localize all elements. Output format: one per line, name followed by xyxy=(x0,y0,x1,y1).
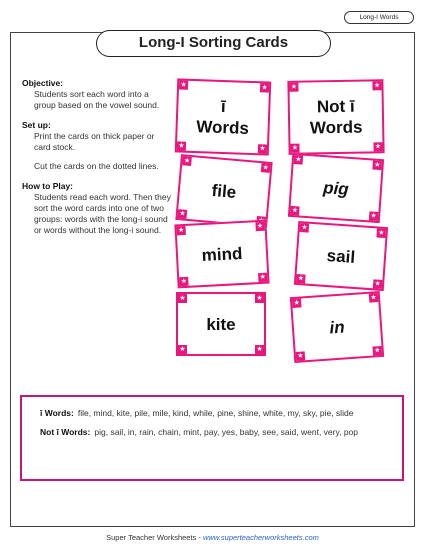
star-icon: ★ xyxy=(377,229,385,237)
star-icon: ★ xyxy=(291,144,299,152)
card-long-i-header xyxy=(175,78,272,155)
star-icon: ★ xyxy=(179,295,186,302)
star-icon: ★ xyxy=(300,224,308,232)
card-word: pig xyxy=(322,177,350,199)
star-icon: ★ xyxy=(297,275,305,283)
star-icon: ★ xyxy=(178,210,186,218)
card-word: file xyxy=(210,180,238,202)
page-title: Long-I Sorting Cards xyxy=(96,30,331,57)
card-file xyxy=(175,154,272,228)
card-word: sail xyxy=(326,245,356,267)
objective-heading: Objective: xyxy=(22,78,64,88)
category-tag: Long-I Words xyxy=(344,11,414,24)
not-long-i-word-list: pig, sail, in, rain, chain, mint, pay, yes, baby, see, said, went, very, pop xyxy=(94,427,359,437)
footer-credit: Super Teacher Worksheets - xyxy=(106,533,203,542)
star-icon: ★ xyxy=(178,142,185,150)
not-long-i-word-row xyxy=(40,427,384,438)
long-i-word-list: file, mind, kite, pile, mile, kind, while, pine, shine, white, my, sky, pie, slide xyxy=(77,408,354,418)
long-i-word-row xyxy=(40,408,384,419)
word-list-box xyxy=(20,395,404,481)
card-in xyxy=(290,291,384,363)
star-icon: ★ xyxy=(256,346,263,353)
setup-text-cut: Cut the cards on the dotted lines. xyxy=(34,161,159,171)
star-icon: ★ xyxy=(183,157,191,165)
not-long-i-label: Not ī Words: xyxy=(40,427,91,437)
card-mind xyxy=(174,220,269,289)
card-header-line2: Words xyxy=(309,117,363,138)
star-icon: ★ xyxy=(373,347,381,355)
star-icon: ★ xyxy=(370,212,378,220)
star-icon: ★ xyxy=(259,145,266,153)
star-icon: ★ xyxy=(256,295,263,302)
star-icon: ★ xyxy=(180,81,187,89)
card-header-line2: Words xyxy=(196,117,250,138)
star-icon: ★ xyxy=(370,294,377,302)
footer xyxy=(0,533,425,542)
star-icon: ★ xyxy=(373,161,381,170)
setup-text-print: Print the cards on thick paper or card stock. xyxy=(34,131,155,152)
star-icon: ★ xyxy=(374,280,382,288)
long-i-label: ī Words: xyxy=(40,408,74,418)
card-not-long-i-header xyxy=(287,79,384,155)
footer-url[interactable]: www.superteacherworksheets.com xyxy=(202,533,319,542)
howto-heading: How to Play: xyxy=(22,181,74,191)
card-word: in xyxy=(328,316,346,338)
star-icon: ★ xyxy=(261,84,268,92)
star-icon: ★ xyxy=(290,83,298,91)
card-kite xyxy=(176,292,266,356)
star-icon: ★ xyxy=(297,352,304,360)
howto-text: Students read each word. Then they sort the word cards into one of two groups: words with the long-i sound or words without the long-i sound. xyxy=(34,192,171,235)
objective-text: Students sort each word into a group based on the vowel sound. xyxy=(34,89,160,110)
card-sail xyxy=(294,221,388,291)
card-pig xyxy=(288,153,384,223)
star-icon: ★ xyxy=(293,299,301,307)
star-icon: ★ xyxy=(256,222,264,231)
star-icon: ★ xyxy=(294,156,302,164)
star-icon: ★ xyxy=(374,143,382,151)
star-icon: ★ xyxy=(259,273,267,282)
star-icon: ★ xyxy=(373,82,381,90)
star-icon: ★ xyxy=(291,206,299,215)
instructions-panel xyxy=(22,78,172,245)
card-word: mind xyxy=(201,243,243,265)
card-header-line1: ī xyxy=(220,96,227,117)
card-word: kite xyxy=(206,314,236,334)
setup-heading: Set up: xyxy=(22,120,51,130)
star-icon: ★ xyxy=(177,226,185,235)
card-header-line1: Not ī xyxy=(316,96,355,117)
star-icon: ★ xyxy=(179,346,186,353)
star-icon: ★ xyxy=(180,277,188,286)
star-icon: ★ xyxy=(262,164,270,172)
